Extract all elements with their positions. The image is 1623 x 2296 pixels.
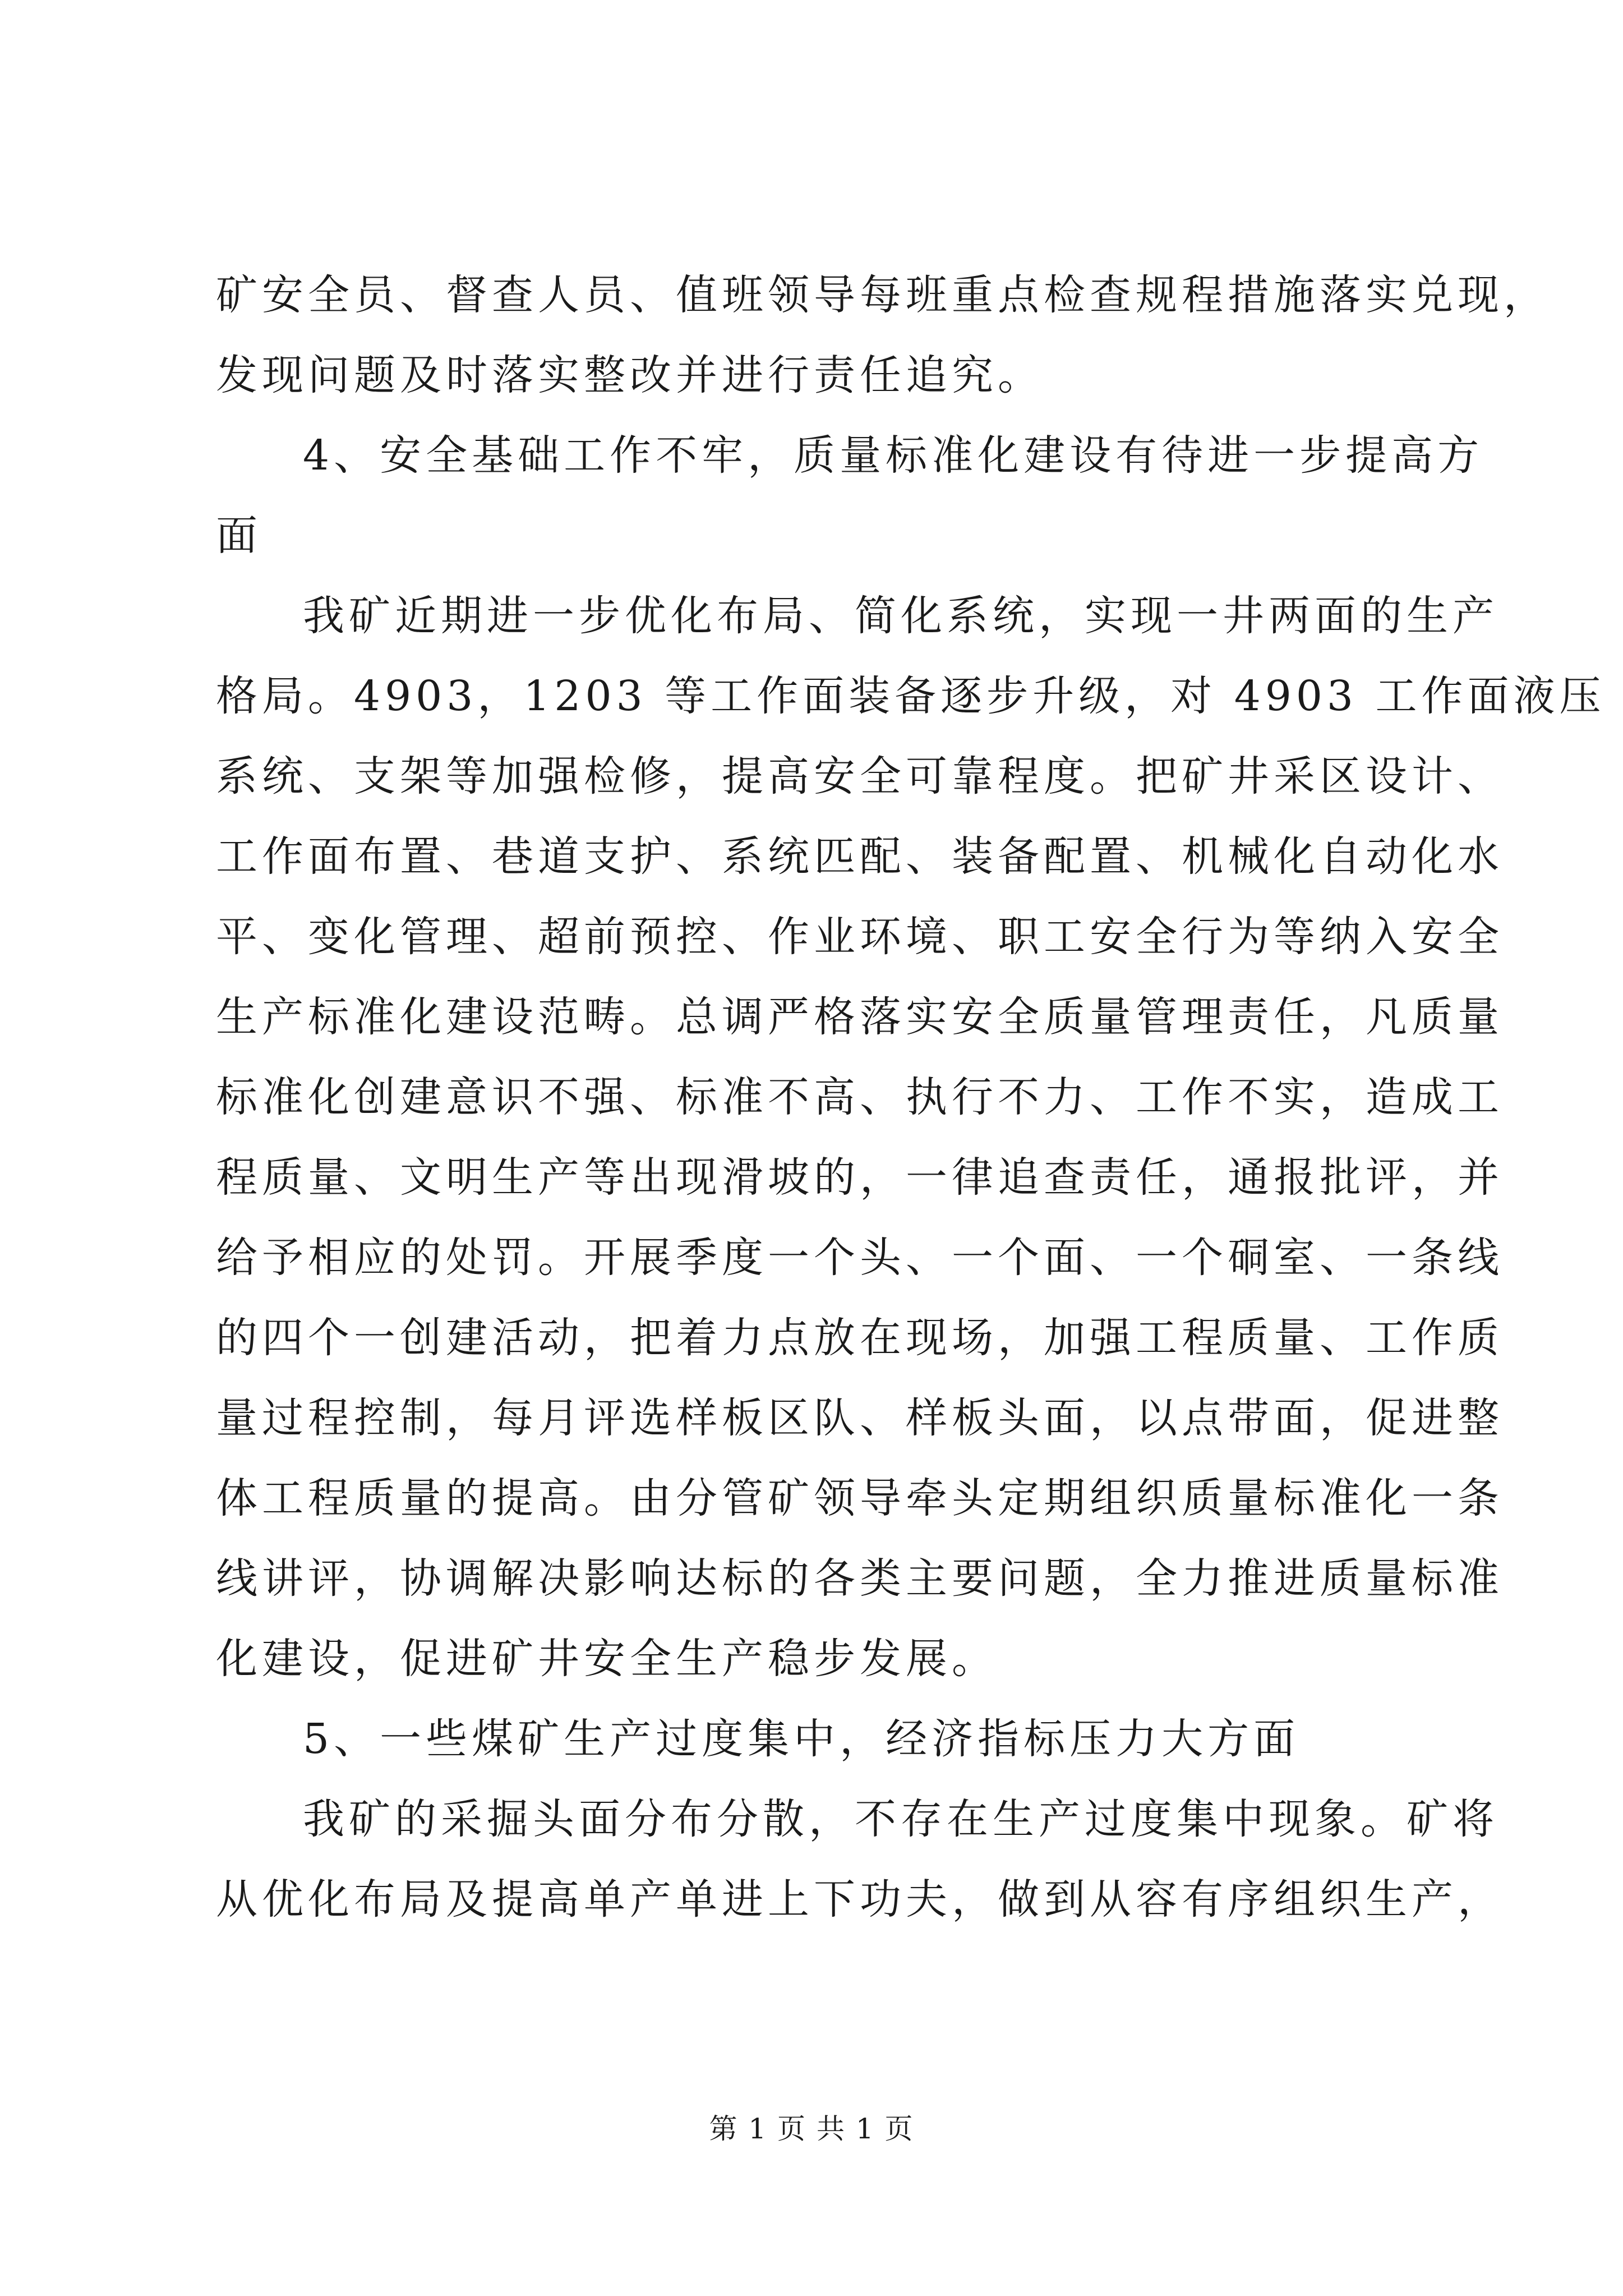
text-line: 从优化布局及提高单产单进上下功夫，做到从容有序组织生产，	[216, 1875, 1504, 1924]
text-line: 给予相应的处罚。开展季度一个头、一个面、一个硐室、一条线	[216, 1234, 1504, 1282]
text-line: 5、一些煤矿生产过度集中，经济指标压力大方面	[303, 1715, 1300, 1763]
document-body	[216, 255, 1606, 1940]
text-line: 工作面布置、巷道支护、系统匹配、装备配置、机械化自动化水	[216, 832, 1504, 881]
text-line: 程质量、文明生产等出现滑坡的，一律追查责任，通报批评，并	[216, 1153, 1504, 1202]
text-line: 面	[216, 512, 262, 560]
text-line: 线讲评，协调解决影响达标的各类主要问题，全力推进质量标准	[216, 1554, 1504, 1603]
text-line: 我矿近期进一步优化布局、简化系统，实现一井两面的生产	[303, 592, 1498, 640]
text-line: 的四个一创建活动，把着力点放在现场，加强工程质量、工作质	[216, 1314, 1504, 1362]
page-footer: 第 1 页 共 1 页	[709, 2113, 914, 2145]
text-line: 平、变化管理、超前预控、作业环境、职工安全行为等纳入安全	[216, 913, 1504, 961]
text-line: 4、安全基础工作不牢，质量标准化建设有待进一步提高方	[303, 431, 1484, 480]
text-line: 我矿的采掘头面分布分散，不存在生产过度集中现象。矿将	[303, 1795, 1498, 1843]
text-line: 生产标准化建设范畴。总调严格落实安全质量管理责任，凡质量	[216, 993, 1504, 1041]
text-line: 矿安全员、督查人员、值班领导每班重点检查规程措施落实兑现，	[216, 271, 1550, 319]
text-line: 格局。4903，1203 等工作面装备逐步升级，对 4903 工作面液压	[216, 672, 1606, 720]
text-line: 体工程质量的提高。由分管矿领导牵头定期组织质量标准化一条	[216, 1474, 1504, 1522]
text-line: 化建设，促进矿井安全生产稳步发展。	[216, 1635, 998, 1683]
text-line: 标准化创建意识不强、标准不高、执行不力、工作不实，造成工	[216, 1073, 1504, 1121]
text-line: 系统、支架等加强检修，提高安全可靠程度。把矿井采区设计、	[216, 752, 1504, 800]
text-line: 量过程控制，每月评选样板区队、样板头面，以点带面，促进整	[216, 1394, 1504, 1442]
text-line: 发现问题及时落实整改并进行责任追究。	[216, 351, 1044, 399]
